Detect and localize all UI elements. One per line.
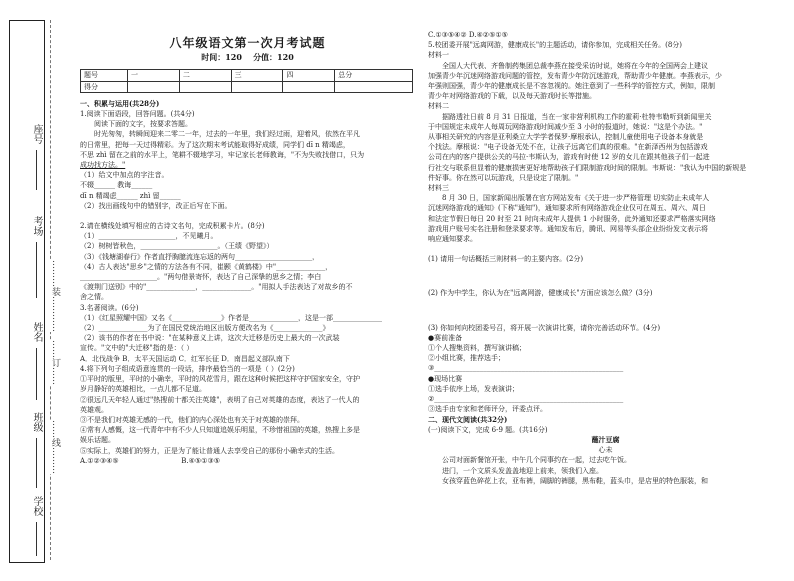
essay-author: 心未	[598, 446, 613, 455]
poem-blank-4-cont: ______________________。"两句借景寄怀，表达了自己深挚的思乡之情；李白	[80, 273, 322, 282]
fold-mark-bind: ………装…………	[50, 260, 60, 332]
sentence-4-cont: 娱乐话题。	[80, 436, 115, 445]
sentence-4: ④常有人感慨，这一代青年中有不少人只知道追娱乐明星，不珍惜祖国的英雄，热搜上多是	[80, 426, 360, 435]
cell-total: 总分	[335, 70, 413, 81]
name-blank-line	[36, 348, 37, 400]
material-2-line: 行社交与联系但显着的健康损害更好地帮助孩子们限制游戏时间的限制。韦斯说："我认为中国的新规是	[428, 163, 747, 172]
score-cell[interactable]	[128, 81, 180, 92]
sentence-1-cont: 岁月静好的英雄相比，一点儿都不足道。	[80, 385, 206, 394]
subquestion-5-3: (3) 你如何向校团委号召，将开展一次演讲比赛，请你完善活动环节。(4分)	[428, 323, 661, 332]
school-label: 学校	[31, 496, 42, 516]
subquestion-1-1: （1）给文中加点的字注音。	[80, 171, 169, 180]
passage-line: 的日常里，把每一天过得精彩。为了这次期末考试能取得好成绩，同学们 dī n 精竭虑，	[80, 140, 350, 149]
right-column	[428, 30, 783, 486]
seat-blank-line	[36, 150, 37, 190]
material-2-line: 个找法。摩根说："电子设备无处不在，让孩子远离它们真的很难。"在新泽西州为包括游戏	[428, 143, 708, 152]
left-column	[80, 0, 415, 466]
material-3-line: 沉迷网络游戏的通知》(下称"通知")，通知要求所有网络游戏企业仅可在周五、周六、周日	[428, 204, 706, 213]
poem-blank-5: 《渡荆门送别》中的"______________，______________。"用拟人手法表达了对故乡的不	[80, 283, 353, 292]
fold-mark-staple: ……订……	[50, 340, 60, 385]
essay-paragraph: 公司对面新餐馆开张，中午几个同事约在一起，过去吃午饭。	[442, 456, 631, 465]
cell-part-2: 二	[179, 70, 231, 81]
subquestion-5-1: (1) 请用一句话概括三则材料一的主要内容。(2分)	[428, 255, 584, 264]
score-cell[interactable]	[335, 81, 413, 92]
option-a[interactable]: A.①②③④⑤	[80, 456, 119, 465]
seat-label: 座号	[31, 124, 42, 144]
binding-margin	[12, 20, 72, 560]
essay-paragraph: 女孩穿蓝色碎花上衣，亚布裤，阔脚的裤腿，黑布鞋，蓝头巾，是店里的特色服装，和	[442, 476, 708, 485]
sentence-5: ⑤实际上，英雄们的努力，正是为了能让普通人去享受自己的那份小确幸式的生活。	[80, 446, 339, 455]
section-1-heading: 一、积累与运用(共28分)	[80, 98, 160, 108]
material-2-line: 件好事。你在然可以玩游戏，只是设定了限制。"	[428, 173, 579, 182]
poem-blank-3: （3）《钱塘湖春行》作者直抒胸臆流连忘返的两句______________________，	[80, 252, 319, 261]
passage-line: 时光匆匆，转瞬间迎来二零二一年，过去的一年里，我们经过雨，迎着风，依然在平凡	[94, 130, 360, 139]
subquestion-5-2: (2) 作为中学生，你认为在"远离网游，健康成长"方面应该怎么做？(3分)	[428, 289, 653, 298]
cell-part-1: 一	[128, 70, 180, 81]
book-blank-2: （2）______________为了在国民党统治地区出版方便改名为《______________》	[80, 324, 330, 333]
book-question: （2）该书的作者在书中说："在某种意义上讲，这次大迁移是历史上最大的一次武装	[80, 334, 340, 343]
class-label: 班级	[31, 412, 42, 432]
class-blank-line	[36, 438, 37, 488]
material-1-line: 加强青少年沉迷网络游戏问题的管控，发布青少年防沉迷游戏，帮助青少年健康。李燕表示，少	[428, 71, 722, 80]
pinyin-blanks-1: 不辍______ 教诲______	[80, 181, 153, 190]
options-cd: C.①③⑤④② D.④②⑤①⑤	[428, 31, 508, 39]
exam-info	[80, 52, 415, 62]
material-2-label: 材料二	[428, 102, 449, 111]
score-table-score-row	[81, 81, 413, 92]
name-label: 姓名	[31, 322, 42, 342]
live-game-step-1: ①选手依序上场，发表演讲；	[428, 384, 519, 393]
score-cell[interactable]	[179, 81, 231, 92]
essay-title: 蘸汁豆腐	[591, 434, 620, 444]
poem-blank-5-cont: 舍之情。	[80, 293, 108, 302]
pre-game-step-2: ②小组比赛，推荐选手；	[428, 354, 505, 363]
book-question-cont: 宣传。"文中的"大迁移"指的是：（ ）	[80, 344, 194, 353]
material-1-line: 青少年对网络游戏的下载，以及每天游戏时长等措施。	[428, 92, 596, 101]
question-3: 3.名著阅读。(6分)	[80, 303, 139, 312]
material-1-label: 材料一	[428, 51, 449, 60]
question-5: 5.校团委开展"远离网游，健康成长"的主题活动，请你参加，完成相关任务。(8分)	[428, 41, 683, 50]
material-1-line: 年强则国强，青少年的健康成长是不容忽视的。她注意到了一些科学的管控方式，例如，限制	[428, 82, 715, 91]
material-2-line: 据路透社日前 8 月 31 日报道，当在一家非营利机构工作的霍莉·杜特韦勒听到新闻里关	[442, 112, 712, 121]
sentence-1: ①平时的版里，平时的小确幸，平时的风花雪月，跟在这种时候把这样守护国家安全，守护	[80, 375, 360, 384]
time-label: 时间：120	[201, 52, 242, 63]
fold-mark-line: ……线………	[50, 420, 60, 474]
sentence-2-cont: 英雄观。	[80, 405, 108, 414]
question-4: 4.将下列句子组成语意连贯的一段话，排序最恰当的一项是（ ）(2分)	[80, 364, 295, 373]
material-3-line: 和法定节假日每日 20 时至 21 时向未成年人提供 1 小时服务，此外通知还要求严格落实网络	[428, 214, 716, 223]
question-1-instruction: 阅读下面的文字，按要求答题。	[94, 120, 192, 129]
material-3-line: 8 月 30 日，国家新闻出版署在官方网站发布《关于进一步严格管理 切实防止未成年人	[442, 194, 710, 203]
reading-1-heading: (一)阅读下文，完成 6-9 题。(共16分)	[428, 425, 548, 434]
cell-part-4: 四	[283, 70, 335, 81]
score-table	[80, 69, 413, 92]
score-cell[interactable]	[231, 81, 283, 92]
question-2: 2.请在横线处填写相应的古诗文名句，完成积累卡片。(8分)	[80, 222, 265, 231]
pre-game-step-1: ①个人搜集资料，撰写演讲稿；	[428, 344, 526, 353]
live-game-step-3: ③选手由专家和老师评分，评委点评。	[428, 405, 547, 414]
school-blank-line	[36, 522, 37, 556]
book-blank-1: （1）《红星照耀中国》又名《______________》作者是______________，这是一部______________	[80, 313, 382, 322]
score-cell[interactable]	[283, 81, 335, 92]
material-3-line: 响应通知要求。	[428, 235, 477, 244]
cell-question-no: 题号	[81, 70, 128, 81]
exam-room-blank-line	[36, 242, 37, 298]
answer-options	[80, 456, 240, 466]
poem-blank-1: （1）______________________，不见曦月。	[80, 232, 218, 241]
exam-room-label: 考场	[31, 216, 42, 236]
passage-line-underlined: 成功找方法。"	[80, 161, 126, 170]
score-table-header-row	[81, 70, 413, 81]
material-2-line: 公司在内的客户提供公关的马拉·韦斯认为，游戏有时使 12 岁的女儿在跟其他孩子们一起进	[428, 153, 710, 162]
poem-blank-4: （4）古人表达"思乡"之情的方法各有不同，崔颢《黄鹤楼》中"______________，	[80, 262, 333, 271]
book-options: A．北伐战争 B．太平天国运动 C．红军长征 D．南昌起义部队南下	[80, 354, 290, 363]
sentence-3: ③不是我们对英雄无感的一代，他们的内心深处也有关于对英雄的崇拜。	[80, 415, 304, 424]
option-b[interactable]: B.④⑤①③⑤	[181, 456, 220, 465]
material-2-line: 于中国规定未成年人每周玩网络游戏时间减少至 3 小时的报道时，她说："这是个办法。"	[428, 122, 703, 131]
section-2-heading: 二、现代文阅读(共32分)	[428, 414, 508, 424]
page-title: 八年级语文第一次月考试题	[169, 36, 326, 50]
live-game-heading: ●现场比赛	[428, 374, 463, 383]
essay-paragraph: 进门，一个文质头发盖盖地迎上前来，领我们入座。	[442, 466, 603, 475]
cell-part-3: 三	[231, 70, 283, 81]
pre-game-step-3-blank[interactable]: ③______________________________________________________	[428, 364, 624, 373]
cell-score-label: 得分	[81, 81, 128, 92]
material-1-line: 全国人大代表、齐鲁制药集团总裁李燕在接受采访时说，她将在今年的全国两会上建议	[442, 61, 708, 70]
question-1: 1.阅读下面语段，回答问题。(共4分)	[80, 110, 195, 119]
sentence-2: ②很远几天年轻人通过"热搜前十都关注英雄"，表明了自己对英雄的态度，表达了一代人的	[80, 395, 360, 404]
material-3-label: 材料三	[428, 184, 449, 193]
pinyin-blanks-2: dī n 精竭虑______ zhì 留______	[80, 191, 181, 200]
material-2-line: 从事相关研究的内容是亚利桑立大学学者保罗·摩根承认，控制儿童使用电子设备本身就是	[428, 133, 704, 142]
pre-game-heading: ●赛前准备	[428, 333, 463, 342]
passage-line: 不思 zhì 留在之前的水平上，笔耕不辍地学习，牢记家长老师教诲，"不为失败找借口，只为	[80, 150, 365, 159]
poem-blank-2: （2）树树皆秋色，______________________。（王绩《野望》）	[80, 242, 274, 251]
subquestion-1-2: （2）找出画线句中的错别字，改正后写在下面。	[80, 201, 232, 210]
score-label: 分值：120	[253, 52, 294, 63]
material-3-line: 游戏用户账号实名注册和登录要求等。通知发布后，腾讯、网易等头部企业纷纷发文表示将	[428, 224, 708, 233]
live-game-step-2-blank[interactable]: ②______________________________________________________	[428, 395, 624, 404]
